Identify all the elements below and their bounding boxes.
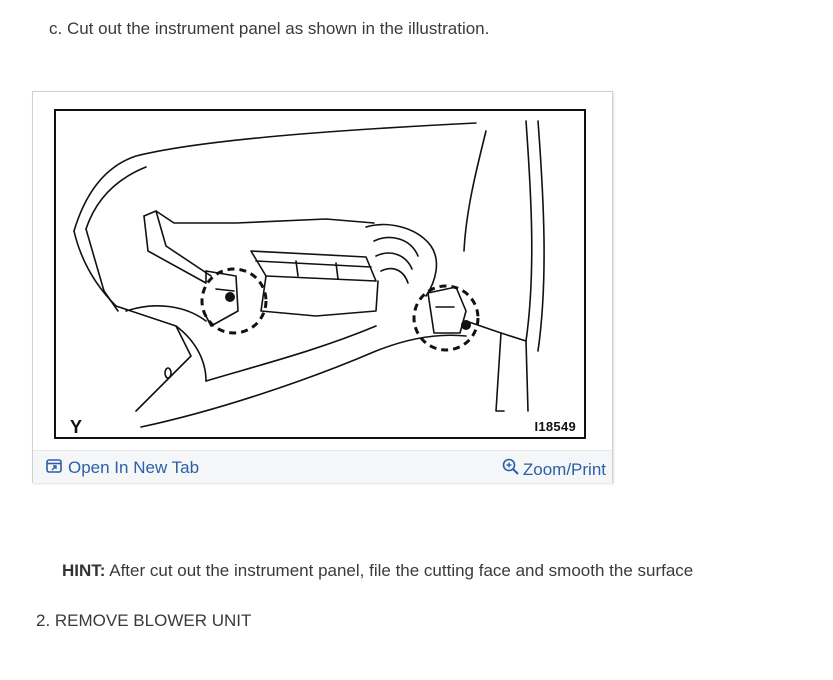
illustration-drawing (56, 111, 584, 437)
step-instruction: c. Cut out the instrument panel as shown in the illustration. (49, 19, 490, 38)
hint-paragraph (62, 561, 693, 581)
figure-view-label: Y (70, 417, 83, 437)
figure-id: I18549 (534, 419, 576, 434)
zoom-print-link[interactable] (502, 458, 606, 481)
hint-label: HINT: (62, 561, 106, 580)
instrument-panel-illustration[interactable] (54, 109, 586, 439)
open-in-new-tab-link[interactable] (46, 458, 199, 478)
zoom-in-icon (502, 458, 520, 481)
section-title: 2. REMOVE BLOWER UNIT (36, 611, 252, 630)
open-in-new-tab-icon (46, 458, 62, 478)
figure-container (32, 91, 613, 483)
figure-toolbar (33, 450, 612, 483)
zoom-print-label: Zoom/Print (522, 459, 606, 479)
open-in-new-tab-label: Open In New Tab (68, 458, 200, 477)
hint-text: After cut out the instrument panel, file the cutting face and smooth the surface (109, 561, 694, 580)
